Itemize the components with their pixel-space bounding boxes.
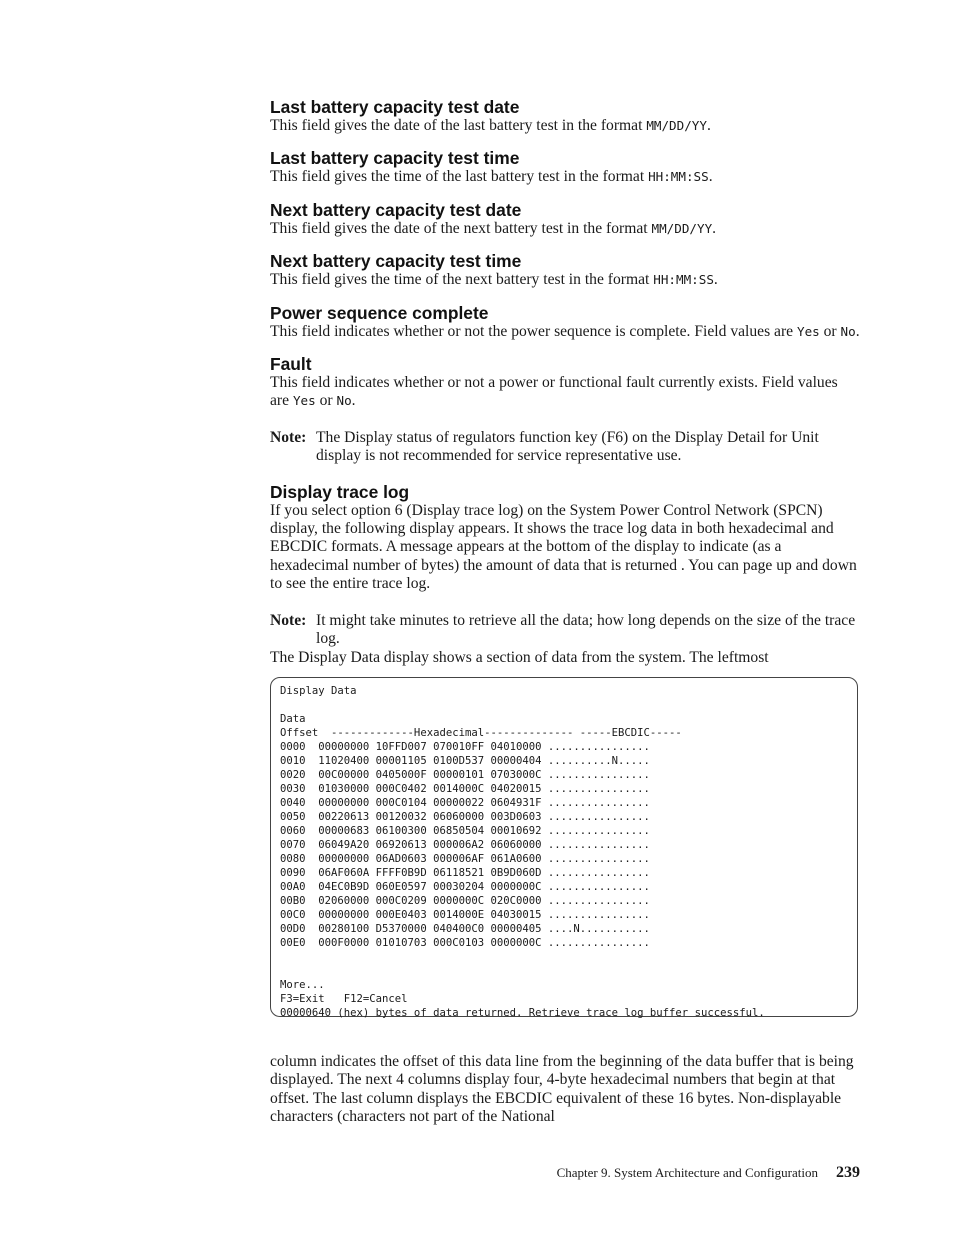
section-heading: Last battery capacity test date bbox=[270, 97, 520, 117]
section-field bbox=[270, 200, 860, 238]
section-field bbox=[270, 97, 860, 135]
section-trace-log bbox=[270, 482, 860, 594]
intro-text: The Display Data display shows a section of data from the system. The leftmost bbox=[270, 648, 769, 666]
screen-line: 00B0 02060000 000C0209 0000000C 020C0000 ................ bbox=[280, 894, 650, 907]
note-label: Note: bbox=[270, 428, 307, 446]
screen-line: 0060 00000683 06100300 06850504 00010692 ................ bbox=[280, 824, 650, 837]
screen-line: 0070 06049A20 06920613 000006A2 06060000 ................ bbox=[280, 838, 650, 851]
section-text: This field indicates whether or not the power sequence is complete. Field values are Yes or No. bbox=[270, 322, 860, 340]
screen-line: 0050 00220613 00120032 06060000 003D0603 ................ bbox=[280, 810, 650, 823]
section-heading: Display trace log bbox=[270, 481, 410, 502]
screen-line: Offset -------------Hexadecimal-------------- -----EBCDIC----- bbox=[280, 726, 682, 739]
section-text: This field gives the date of the last battery test in the format MM/DD/YY. bbox=[270, 117, 711, 134]
screen-line: 0030 01030000 000C0402 0014000C 04020015 ................ bbox=[280, 782, 650, 795]
section-text: This field gives the date of the next battery test in the format MM/DD/YY. bbox=[270, 219, 717, 237]
screen-line bbox=[280, 950, 848, 964]
screen-line: 00000640 (hex) bytes of data returned. Retrieve trace log buffer successful. bbox=[280, 1006, 765, 1019]
section-heading: Fault bbox=[270, 354, 312, 375]
page-content bbox=[270, 97, 860, 1127]
screen-line: 00A0 04EC0B9D 060E0597 00030204 0000000C ................ bbox=[280, 880, 650, 893]
section-heading: Last battery capacity test time bbox=[270, 148, 520, 169]
screen-line: F3=Exit F12=Cancel bbox=[280, 992, 408, 1005]
screen-line: Data bbox=[280, 712, 306, 725]
section-heading: Power sequence complete bbox=[270, 302, 489, 323]
section-text: This field gives the time of the next battery test in the format HH:MM:SS. bbox=[270, 271, 718, 289]
note-text: It might take minutes to retrieve all the data; how long depends on the size of the trace log. bbox=[316, 611, 856, 648]
screen-line bbox=[280, 698, 848, 712]
section-field bbox=[270, 148, 860, 186]
section-power-sequence bbox=[270, 303, 860, 341]
note-label: Note: bbox=[270, 611, 307, 629]
section-heading: Next battery capacity test time bbox=[270, 251, 522, 272]
section-field bbox=[270, 251, 860, 289]
page-footer bbox=[533, 1164, 860, 1182]
section-heading: Next battery capacity test date bbox=[270, 199, 522, 220]
screen-line: 00D0 00280100 D5370000 040400C0 00000405 ....N........... bbox=[280, 922, 650, 935]
closing-text: column indicates the offset of this data line from the beginning of the data buffer that is being displayed. The next 4 columns display four, 4-byte hexadecimal numbers that begin at that offset. The last column displays the EBCDIC equivalent of these 16 bytes. Non-displayable characters (characters not part of the National bbox=[270, 1052, 854, 1126]
section-text: This field gives the time of the last battery test in the format HH:MM:SS. bbox=[270, 168, 713, 186]
screen-line: 0080 00000000 06AD0603 000006AF 061A0600 ................ bbox=[280, 852, 650, 865]
display-data-screen bbox=[270, 677, 858, 1017]
screen-line: 00C0 00000000 000E0403 0014000E 04030015 ................ bbox=[280, 908, 650, 921]
screen-line bbox=[280, 964, 848, 978]
screen-line: 0090 06AF060A FFFF0B9D 06118521 0B9D060D ................ bbox=[280, 866, 650, 879]
screen-line: Display Data bbox=[280, 684, 357, 697]
section-text: This field indicates whether or not a power or functional fault currently exists. Field values are Yes or No. bbox=[270, 374, 838, 410]
note-retrieve bbox=[270, 612, 860, 649]
screen-line: 0040 00000000 000C0104 00000022 0604931F ................ bbox=[280, 796, 650, 809]
screen-line: 0020 00C00000 0405000F 00000101 0703000C ................ bbox=[280, 768, 650, 781]
chapter-title: Chapter 9. System Architecture and Configuration bbox=[556, 1165, 818, 1180]
note-text: The Display status of regulators function key (F6) on the Display Detail for Unit display is not recommended for service representative use. bbox=[316, 428, 819, 465]
screen-line: More... bbox=[280, 978, 325, 991]
note-regulators bbox=[270, 429, 860, 466]
section-fault bbox=[270, 354, 860, 411]
screen-line: 0000 00000000 10FFD007 070010FF 04010000 ................ bbox=[280, 740, 650, 753]
section-text: If you select option 6 (Display trace log) on the System Power Control Network (SPCN) display, the following display appears. It shows the trace log data in both hexadecimal and EBCDIC formats. A message appears at the bottom of the display to indicate (as a hexadecimal number of bytes) the amount of data that is returned . You can page up and down to see the entire trace log. bbox=[270, 501, 857, 593]
page-number: 239 bbox=[836, 1164, 860, 1181]
screen-line: 00E0 000F0000 01010703 000C0103 0000000C ................ bbox=[280, 936, 650, 949]
field-sections bbox=[270, 97, 860, 290]
screen-line: 0010 11020400 00001105 0100D537 00000404 ..........N..... bbox=[280, 754, 650, 767]
